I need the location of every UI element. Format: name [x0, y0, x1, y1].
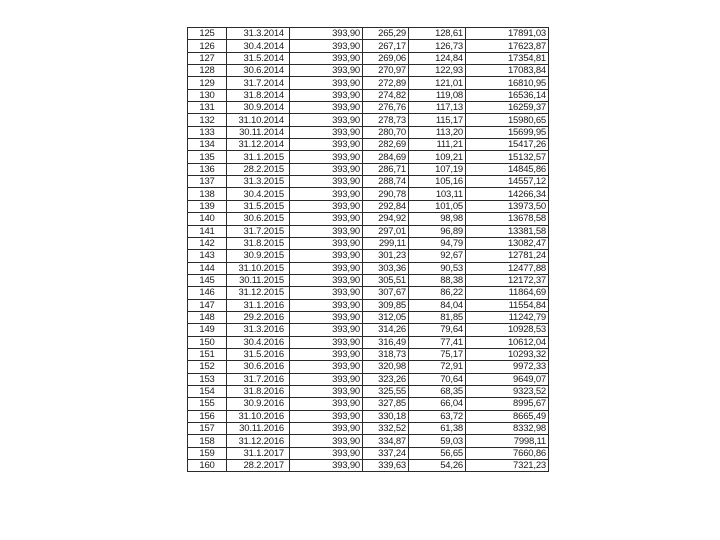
interest-cell: 325,55 [363, 385, 409, 397]
due-date-cell: 31.3.2015 [227, 176, 290, 188]
due-date-cell: 31.12.2015 [227, 287, 290, 299]
installment-number-cell: 127 [188, 52, 227, 64]
payment-cell: 393,90 [290, 385, 363, 397]
installment-number-cell: 135 [188, 151, 227, 163]
interest-cell: 339,63 [363, 460, 409, 472]
payment-cell: 393,90 [290, 188, 363, 200]
installment-number-cell: 160 [188, 460, 227, 472]
table-row [188, 398, 549, 410]
payment-cell: 393,90 [290, 460, 363, 472]
principal-cell: 90,53 [409, 262, 466, 274]
due-date-cell: 29.2.2016 [227, 311, 290, 323]
principal-cell: 126,73 [409, 40, 466, 52]
due-date-cell: 31.10.2015 [227, 262, 290, 274]
due-date-cell: 30.6.2015 [227, 213, 290, 225]
table-row [188, 348, 549, 360]
interest-cell: 294,92 [363, 213, 409, 225]
table-row [188, 274, 549, 286]
payment-cell: 393,90 [290, 200, 363, 212]
table-row [188, 163, 549, 175]
principal-cell: 98,98 [409, 213, 466, 225]
interest-cell: 337,24 [363, 447, 409, 459]
principal-cell: 92,67 [409, 250, 466, 262]
interest-cell: 299,11 [363, 237, 409, 249]
principal-cell: 70,64 [409, 373, 466, 385]
table-row [188, 213, 549, 225]
installment-number-cell: 149 [188, 324, 227, 336]
due-date-cell: 31.1.2017 [227, 447, 290, 459]
balance-cell: 9972,33 [466, 361, 549, 373]
installment-number-cell: 136 [188, 163, 227, 175]
interest-cell: 307,67 [363, 287, 409, 299]
table-row [188, 28, 549, 40]
installment-number-cell: 131 [188, 102, 227, 114]
payment-cell: 393,90 [290, 151, 363, 163]
due-date-cell: 31.12.2016 [227, 435, 290, 447]
balance-cell: 16259,37 [466, 102, 549, 114]
payment-cell: 393,90 [290, 102, 363, 114]
table-row [188, 188, 549, 200]
table-row [188, 423, 549, 435]
interest-cell: 318,73 [363, 348, 409, 360]
due-date-cell: 31.5.2015 [227, 200, 290, 212]
due-date-cell: 30.4.2015 [227, 188, 290, 200]
principal-cell: 122,93 [409, 65, 466, 77]
installment-number-cell: 138 [188, 188, 227, 200]
table-row [188, 250, 549, 262]
interest-cell: 265,29 [363, 28, 409, 40]
balance-cell: 15132,57 [466, 151, 549, 163]
balance-cell: 11554,84 [466, 299, 549, 311]
principal-cell: 61,38 [409, 423, 466, 435]
installment-number-cell: 151 [188, 348, 227, 360]
table-row [188, 237, 549, 249]
payment-cell: 393,90 [290, 225, 363, 237]
due-date-cell: 28.2.2017 [227, 460, 290, 472]
due-date-cell: 28.2.2015 [227, 163, 290, 175]
payment-cell: 393,90 [290, 237, 363, 249]
interest-cell: 323,26 [363, 373, 409, 385]
interest-cell: 303,36 [363, 262, 409, 274]
payment-cell: 393,90 [290, 89, 363, 101]
table-row [188, 102, 549, 114]
payment-cell: 393,90 [290, 28, 363, 40]
installment-number-cell: 148 [188, 311, 227, 323]
table-row [188, 65, 549, 77]
table-row [188, 311, 549, 323]
balance-cell: 13973,50 [466, 200, 549, 212]
due-date-cell: 31.10.2014 [227, 114, 290, 126]
payment-cell: 393,90 [290, 398, 363, 410]
principal-cell: 121,01 [409, 77, 466, 89]
balance-cell: 17354,81 [466, 52, 549, 64]
principal-cell: 109,21 [409, 151, 466, 163]
principal-cell: 72,91 [409, 361, 466, 373]
balance-cell: 9649,07 [466, 373, 549, 385]
payment-cell: 393,90 [290, 423, 363, 435]
interest-cell: 278,73 [363, 114, 409, 126]
principal-cell: 84,04 [409, 299, 466, 311]
balance-cell: 16536,14 [466, 89, 549, 101]
principal-cell: 66,04 [409, 398, 466, 410]
installment-number-cell: 154 [188, 385, 227, 397]
payment-cell: 393,90 [290, 287, 363, 299]
table-row [188, 287, 549, 299]
principal-cell: 119,08 [409, 89, 466, 101]
payment-cell: 393,90 [290, 262, 363, 274]
interest-cell: 327,85 [363, 398, 409, 410]
table-row [188, 460, 549, 472]
principal-cell: 124,84 [409, 52, 466, 64]
interest-cell: 269,06 [363, 52, 409, 64]
balance-cell: 7998,11 [466, 435, 549, 447]
due-date-cell: 31.1.2015 [227, 151, 290, 163]
due-date-cell: 30.6.2014 [227, 65, 290, 77]
installment-number-cell: 139 [188, 200, 227, 212]
table-row [188, 410, 549, 422]
interest-cell: 320,98 [363, 361, 409, 373]
principal-cell: 68,35 [409, 385, 466, 397]
table-row [188, 77, 549, 89]
installment-number-cell: 133 [188, 126, 227, 138]
interest-cell: 297,01 [363, 225, 409, 237]
interest-cell: 305,51 [363, 274, 409, 286]
amortization-table [187, 27, 549, 472]
interest-cell: 330,18 [363, 410, 409, 422]
principal-cell: 101,05 [409, 200, 466, 212]
installment-number-cell: 152 [188, 361, 227, 373]
payment-cell: 393,90 [290, 40, 363, 52]
installment-number-cell: 157 [188, 423, 227, 435]
interest-cell: 272,89 [363, 77, 409, 89]
principal-cell: 79,64 [409, 324, 466, 336]
principal-cell: 81,85 [409, 311, 466, 323]
installment-number-cell: 129 [188, 77, 227, 89]
table-row [188, 151, 549, 163]
due-date-cell: 30.6.2016 [227, 361, 290, 373]
payment-cell: 393,90 [290, 361, 363, 373]
due-date-cell: 30.9.2014 [227, 102, 290, 114]
interest-cell: 314,26 [363, 324, 409, 336]
interest-cell: 286,71 [363, 163, 409, 175]
due-date-cell: 30.9.2016 [227, 398, 290, 410]
due-date-cell: 31.1.2016 [227, 299, 290, 311]
payment-cell: 393,90 [290, 274, 363, 286]
installment-number-cell: 159 [188, 447, 227, 459]
table-row [188, 52, 549, 64]
balance-cell: 8665,49 [466, 410, 549, 422]
principal-cell: 111,21 [409, 139, 466, 151]
interest-cell: 274,82 [363, 89, 409, 101]
interest-cell: 301,23 [363, 250, 409, 262]
interest-cell: 309,85 [363, 299, 409, 311]
payment-cell: 393,90 [290, 126, 363, 138]
table-row [188, 336, 549, 348]
table-row [188, 89, 549, 101]
payment-cell: 393,90 [290, 213, 363, 225]
due-date-cell: 31.7.2014 [227, 77, 290, 89]
due-date-cell: 31.5.2016 [227, 348, 290, 360]
payment-cell: 393,90 [290, 139, 363, 151]
due-date-cell: 31.7.2015 [227, 225, 290, 237]
due-date-cell: 30.4.2014 [227, 40, 290, 52]
principal-cell: 107,19 [409, 163, 466, 175]
payment-cell: 393,90 [290, 163, 363, 175]
table-row [188, 114, 549, 126]
principal-cell: 88,38 [409, 274, 466, 286]
installment-number-cell: 153 [188, 373, 227, 385]
installment-number-cell: 126 [188, 40, 227, 52]
balance-cell: 17623,87 [466, 40, 549, 52]
principal-cell: 117,13 [409, 102, 466, 114]
interest-cell: 292,84 [363, 200, 409, 212]
balance-cell: 8995,67 [466, 398, 549, 410]
table-row [188, 435, 549, 447]
table-row [188, 200, 549, 212]
principal-cell: 103,11 [409, 188, 466, 200]
balance-cell: 15699,95 [466, 126, 549, 138]
principal-cell: 75,17 [409, 348, 466, 360]
installment-number-cell: 158 [188, 435, 227, 447]
balance-cell: 12477,88 [466, 262, 549, 274]
principal-cell: 63,72 [409, 410, 466, 422]
payment-cell: 393,90 [290, 77, 363, 89]
payment-cell: 393,90 [290, 311, 363, 323]
table-row [188, 176, 549, 188]
payment-cell: 393,90 [290, 299, 363, 311]
principal-cell: 59,03 [409, 435, 466, 447]
payment-cell: 393,90 [290, 65, 363, 77]
principal-cell: 77,41 [409, 336, 466, 348]
principal-cell: 96,89 [409, 225, 466, 237]
table-row [188, 324, 549, 336]
interest-cell: 280,70 [363, 126, 409, 138]
amortization-table-wrapper [187, 27, 549, 472]
balance-cell: 15980,65 [466, 114, 549, 126]
table-row [188, 447, 549, 459]
principal-cell: 115,17 [409, 114, 466, 126]
installment-number-cell: 128 [188, 65, 227, 77]
principal-cell: 128,61 [409, 28, 466, 40]
installment-number-cell: 143 [188, 250, 227, 262]
balance-cell: 11864,69 [466, 287, 549, 299]
payment-cell: 393,90 [290, 176, 363, 188]
payment-cell: 393,90 [290, 250, 363, 262]
due-date-cell: 31.12.2014 [227, 139, 290, 151]
payment-cell: 393,90 [290, 114, 363, 126]
balance-cell: 7660,86 [466, 447, 549, 459]
interest-cell: 332,52 [363, 423, 409, 435]
principal-cell: 56,65 [409, 447, 466, 459]
installment-number-cell: 132 [188, 114, 227, 126]
due-date-cell: 31.3.2016 [227, 324, 290, 336]
payment-cell: 393,90 [290, 435, 363, 447]
balance-cell: 14845,86 [466, 163, 549, 175]
due-date-cell: 31.8.2015 [227, 237, 290, 249]
table-row [188, 373, 549, 385]
table-row [188, 139, 549, 151]
principal-cell: 86,22 [409, 287, 466, 299]
due-date-cell: 31.7.2016 [227, 373, 290, 385]
interest-cell: 267,17 [363, 40, 409, 52]
due-date-cell: 30.11.2014 [227, 126, 290, 138]
due-date-cell: 30.11.2016 [227, 423, 290, 435]
interest-cell: 270,97 [363, 65, 409, 77]
table-body [188, 28, 549, 472]
principal-cell: 105,16 [409, 176, 466, 188]
installment-number-cell: 137 [188, 176, 227, 188]
balance-cell: 10928,53 [466, 324, 549, 336]
due-date-cell: 31.3.2014 [227, 28, 290, 40]
interest-cell: 276,76 [363, 102, 409, 114]
principal-cell: 54,26 [409, 460, 466, 472]
payment-cell: 393,90 [290, 447, 363, 459]
payment-cell: 393,90 [290, 324, 363, 336]
installment-number-cell: 147 [188, 299, 227, 311]
interest-cell: 288,74 [363, 176, 409, 188]
interest-cell: 290,78 [363, 188, 409, 200]
due-date-cell: 30.9.2015 [227, 250, 290, 262]
table-row [188, 40, 549, 52]
installment-number-cell: 125 [188, 28, 227, 40]
due-date-cell: 31.10.2016 [227, 410, 290, 422]
table-row [188, 225, 549, 237]
balance-cell: 13082,47 [466, 237, 549, 249]
balance-cell: 14266,34 [466, 188, 549, 200]
due-date-cell: 30.11.2015 [227, 274, 290, 286]
installment-number-cell: 142 [188, 237, 227, 249]
payment-cell: 393,90 [290, 410, 363, 422]
installment-number-cell: 144 [188, 262, 227, 274]
balance-cell: 17891,03 [466, 28, 549, 40]
balance-cell: 12781,24 [466, 250, 549, 262]
balance-cell: 13381,58 [466, 225, 549, 237]
payment-cell: 393,90 [290, 348, 363, 360]
interest-cell: 282,69 [363, 139, 409, 151]
balance-cell: 9323,52 [466, 385, 549, 397]
due-date-cell: 30.4.2016 [227, 336, 290, 348]
due-date-cell: 31.8.2014 [227, 89, 290, 101]
balance-cell: 13678,58 [466, 213, 549, 225]
payment-cell: 393,90 [290, 52, 363, 64]
interest-cell: 284,69 [363, 151, 409, 163]
balance-cell: 12172,37 [466, 274, 549, 286]
table-row [188, 385, 549, 397]
due-date-cell: 31.8.2016 [227, 385, 290, 397]
installment-number-cell: 146 [188, 287, 227, 299]
due-date-cell: 31.5.2014 [227, 52, 290, 64]
interest-cell: 334,87 [363, 435, 409, 447]
balance-cell: 11242,79 [466, 311, 549, 323]
principal-cell: 113,20 [409, 126, 466, 138]
interest-cell: 316,49 [363, 336, 409, 348]
installment-number-cell: 134 [188, 139, 227, 151]
table-row [188, 126, 549, 138]
principal-cell: 94,79 [409, 237, 466, 249]
payment-cell: 393,90 [290, 336, 363, 348]
installment-number-cell: 150 [188, 336, 227, 348]
installment-number-cell: 130 [188, 89, 227, 101]
balance-cell: 16810,95 [466, 77, 549, 89]
balance-cell: 15417,26 [466, 139, 549, 151]
installment-number-cell: 140 [188, 213, 227, 225]
table-row [188, 262, 549, 274]
balance-cell: 8332,98 [466, 423, 549, 435]
interest-cell: 312,05 [363, 311, 409, 323]
installment-number-cell: 155 [188, 398, 227, 410]
balance-cell: 14557,12 [466, 176, 549, 188]
installment-number-cell: 145 [188, 274, 227, 286]
installment-number-cell: 141 [188, 225, 227, 237]
balance-cell: 7321,23 [466, 460, 549, 472]
balance-cell: 17083,84 [466, 65, 549, 77]
table-row [188, 361, 549, 373]
installment-number-cell: 156 [188, 410, 227, 422]
balance-cell: 10293,32 [466, 348, 549, 360]
balance-cell: 10612,04 [466, 336, 549, 348]
payment-cell: 393,90 [290, 373, 363, 385]
table-row [188, 299, 549, 311]
